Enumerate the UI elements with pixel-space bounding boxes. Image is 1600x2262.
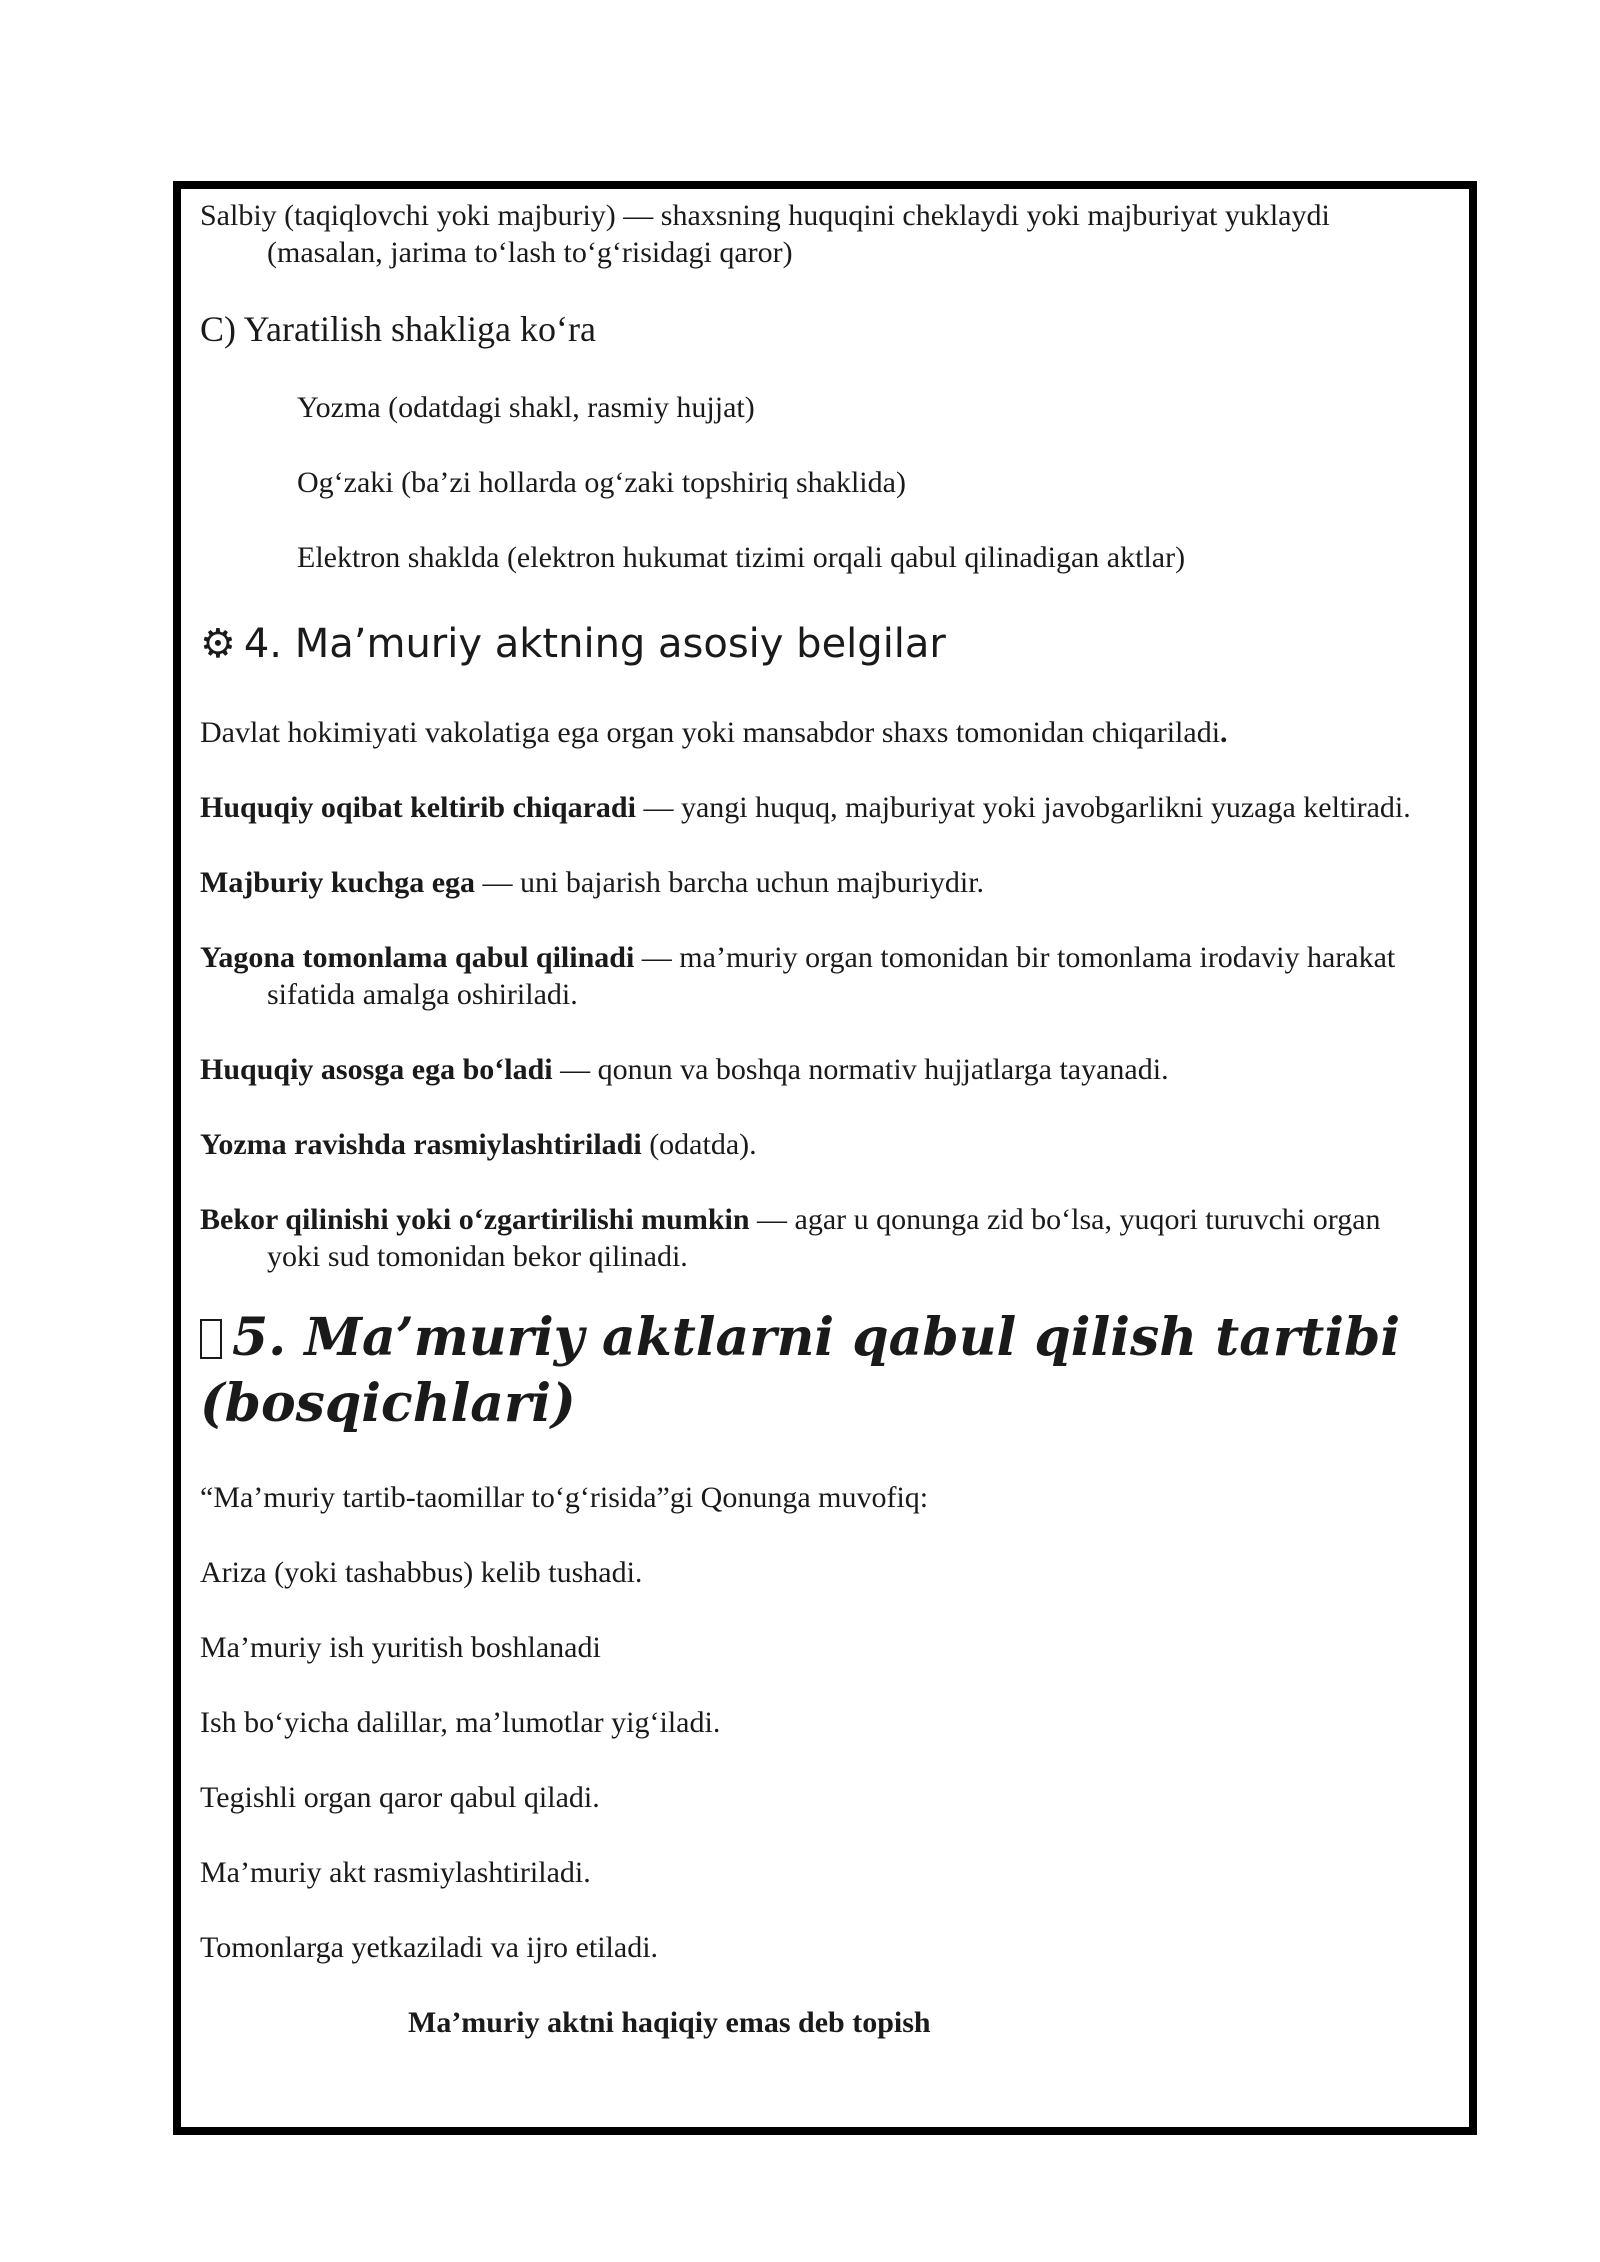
list-item: Og‘zaki (ba’zi hollarda og‘zaki topshiriq shaklida) (297, 466, 906, 499)
section-heading-4 (200, 620, 1429, 668)
feature-item (200, 939, 1429, 1013)
feature-description: — agar u qonunga zid bo‘lsa, yuqori turuvchi organ yoki sud tomonidan bekor qilinadi. (267, 1203, 1381, 1273)
step-item: Ish bo‘yicha dalillar, ma’lumotlar yig‘iladi. (200, 1706, 721, 1739)
step-item: Ma’muriy akt rasmiylashtiriladi. (200, 1856, 591, 1889)
feature-term: Majburiy kuchga ega (200, 866, 476, 899)
paragraph-salbiy: Salbiy (taqiqlovchi yoki majburiy) — shaxsning huquqini cheklaydi yoki majburiyat yuklaydi (masalan, jarima to‘lash to‘g‘risidagi qaror) (200, 199, 1330, 269)
feature-item (200, 714, 1429, 751)
feature-description: — uni bajarish barcha uchun majburiydir. (475, 866, 985, 899)
step-item: Tegishli organ qaror qabul qiladi. (200, 1781, 600, 1814)
feature-item (200, 1126, 1429, 1163)
feature-term: Yozma ravishda rasmiylashtiriladi (200, 1128, 642, 1161)
feature-term: Bekor qilinishi yoki o‘zgartirilishi mumkin (200, 1203, 750, 1236)
section-heading-5 (200, 1305, 1429, 1437)
page-frame (173, 181, 1477, 2135)
feature-item (200, 1201, 1429, 1275)
section-heading-4-text: 4. Ma’muriy aktning asosiy belgilar (243, 621, 946, 667)
step-item: Ariza (yoki tashabbus) kelib tushadi. (200, 1556, 643, 1589)
section-heading-5-text: 5. Ma’muriy aktlarni qabul qilish tartibi (bosqichlari) (200, 1307, 1401, 1434)
feature-description: Davlat hokimiyati vakolatiga ega organ yoki mansabdor shaxs tomonidan chiqariladi (200, 716, 1221, 749)
feature-term: Huquqiy oqibat keltirib chiqaradi (200, 791, 636, 824)
feature-description: (odatda). (641, 1128, 757, 1161)
document-content (200, 197, 1429, 2041)
step-item: Tomonlarga yetkaziladi va ijro etiladi. (200, 1931, 659, 1964)
step-item: Ma’muriy ish yuritish boshlanadi (200, 1631, 601, 1664)
feature-term: Huquqiy asosga ega bo‘ladi (200, 1053, 553, 1086)
feature-description: — yangi huquq, majburiyat yoki javobgarlikni yuzaga keltiradi. (635, 791, 1411, 824)
feature-term: Yagona tomonlama qabul qilinadi (200, 941, 635, 974)
gear-icon: ⚙ (200, 621, 236, 667)
feature-item (200, 789, 1429, 826)
list-item: Elektron shaklda (elektron hukumat tizimi orqali qabul qilinadigan aktlar) (297, 541, 1186, 574)
feature-item (200, 864, 1429, 901)
feature-item (200, 1051, 1429, 1088)
closing-heading: Ma’muriy aktni haqiqiy emas deb topish (408, 2006, 931, 2039)
feature-description: — qonun va boshqa normativ hujjatlarga tayanadi. (552, 1053, 1169, 1086)
intro-paragraph: “Ma’muriy tartib-taomillar to‘g‘risida”gi Qonunga muvofiq: (200, 1481, 929, 1514)
section-heading-c: C) Yaratilish shakliga ko‘ra (200, 309, 596, 349)
list-item: Yozma (odatdagi shakl, rasmiy hujjat) (297, 391, 755, 424)
feature-description: — ma’muriy organ tomonidan bir tomonlama irodaviy harakat sifatida amalga oshiriladi. (267, 941, 1396, 1011)
feature-tail: . (1220, 716, 1228, 749)
missing-glyph-box-icon (200, 1319, 222, 1359)
